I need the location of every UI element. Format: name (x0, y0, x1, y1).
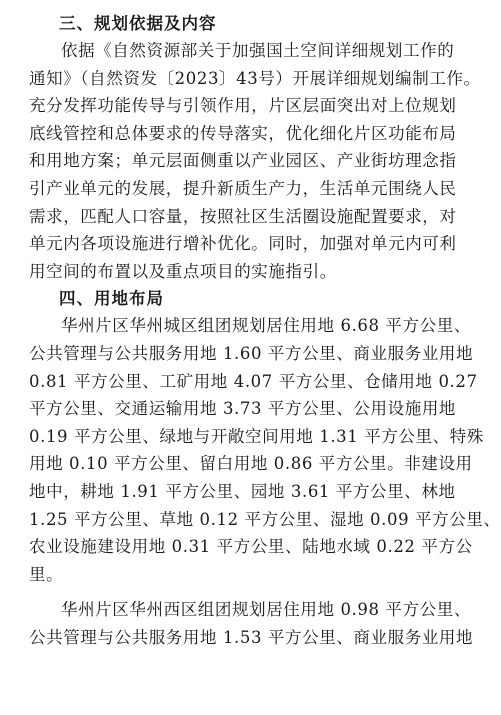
text-line: 引产业单元的发展，提升新质生产力，生活单元围绕人民 (29, 178, 457, 198)
section-heading: 四、用地布局 (59, 289, 164, 309)
paragraph (29, 596, 474, 651)
text-line: 地中，耕地 1.91 平方公里、园地 3.61 平方公里、林地 (29, 481, 456, 501)
text-line: 依据《自然资源部关于加强国土空间详细规划工作的 (61, 41, 455, 60)
text-line: 用地 0.10 平方公里、留白用地 0.86 平方公里。非建设用 (29, 454, 473, 474)
text-line: 里。 (29, 564, 64, 584)
text-line: 单元内各项设施进行增补优化。同时，加强对单元内可利 (29, 234, 457, 254)
text-line: 1.25 平方公里、草地 0.12 平方公里、湿地 0.09 平方公里、 (29, 509, 501, 529)
text-line: 需求，匹配人口容量，按照社区生活圈设施配置要求，对 (29, 206, 457, 226)
text-line: 0.81 平方公里、工矿用地 4.07 平方公里、仓储用地 0.27 (29, 371, 478, 391)
text-line: 底线管控和总体要求的传导落实，优化细化片区功能布局 (29, 123, 457, 143)
text-line: 充分发挥功能传导与引领作用，片区层面突出对上位规划 (29, 96, 457, 116)
text-line: 华州片区华州城区组团规划居住用地 6.68 平方公里、 (61, 316, 471, 336)
text-line: 华州片区华州西区组团规划居住用地 0.98 平方公里、 (61, 600, 471, 620)
text-line: 0.19 平方公里、绿地与开敞空间用地 1.31 平方公里、特殊 (29, 426, 484, 446)
section-heading: 三、规划依据及内容 (59, 14, 217, 33)
text-line: 用空间的布置以及重点项目的实施指引。 (29, 261, 337, 281)
text-line: 农业设施建设用地 0.31 平方公里、陆地水域 0.22 平方公 (29, 537, 473, 557)
document-body (29, 10, 501, 651)
paragraph-gap (29, 588, 451, 596)
text-line: 通知》（自然资发〔2023〕43号）开展详细规划编制工作。 (29, 68, 481, 88)
paragraph (29, 312, 501, 588)
text-line: 公共管理与公共服务用地 1.53 平方公里、商业服务业用地 (29, 627, 474, 647)
text-line: 平方公里、交通运输用地 3.73 平方公里、公用设施用地 (29, 399, 457, 419)
text-line: 公共管理与公共服务用地 1.60 平方公里、商业服务业用地 (29, 343, 474, 363)
text-line: 和用地方案；单元层面侧重以产业园区、产业街坊理念指 (29, 151, 457, 171)
paragraph (29, 37, 481, 285)
